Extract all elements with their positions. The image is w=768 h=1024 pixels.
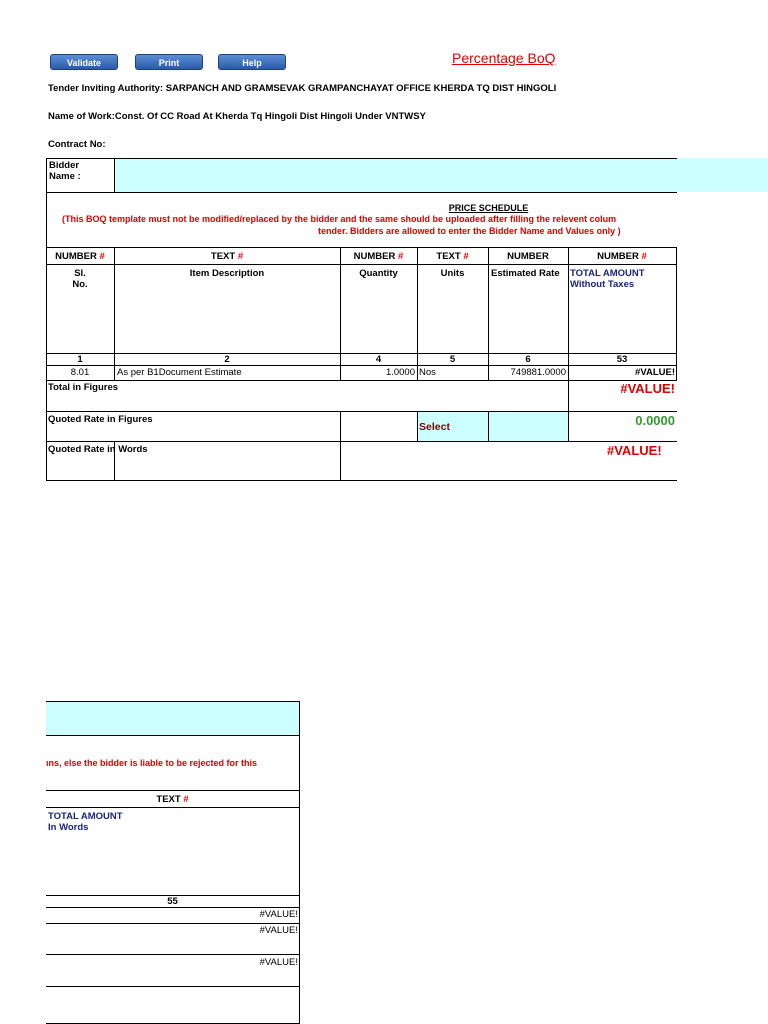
table-row-sl: 8.01 (70, 367, 90, 378)
col-number: 53 (616, 354, 628, 365)
grid-line (46, 365, 677, 366)
grid-line (46, 158, 47, 481)
grid-line (46, 923, 299, 924)
grid-line (46, 954, 299, 955)
col-number: 2 (224, 354, 230, 365)
col-header-sl: No. (72, 279, 88, 290)
table-row-rate: 749881.0000 (510, 367, 566, 378)
col-number: 4 (375, 354, 382, 365)
table-row-units: Nos (419, 367, 436, 378)
table-row-item: As per B1Document Estimate (117, 367, 242, 378)
col-header-words: In Words (48, 822, 89, 833)
grid-line (46, 907, 299, 908)
grid-line (46, 790, 299, 791)
quoted-rate-words-value: #VALUE! (607, 443, 662, 458)
grid-line (417, 411, 418, 442)
type-header: NUMBER # (353, 251, 404, 262)
col-header-units: Units (440, 268, 465, 279)
type-header: TEXT # (210, 251, 244, 262)
table-row-words: #VALUE! (259, 909, 298, 920)
type-header: NUMBER # (597, 251, 647, 262)
col-header-words: TOTAL AMOUNT (48, 811, 123, 822)
grid-line (46, 441, 677, 442)
quoted-rate-figures-label: Quoted Rate in Figures (48, 414, 153, 425)
type-header: NUMBER (507, 251, 549, 262)
col-number: 6 (525, 354, 531, 365)
total-in-figures-label: Total in Figures (48, 382, 119, 393)
col-number: 5 (449, 354, 456, 365)
select-dropdown[interactable]: Select (419, 421, 450, 433)
name-of-work: Name of Work:Const. Of CC Road At Kherda Tq Hingoli Dist Hingoli Under VNTWSY (48, 111, 426, 122)
quoted-rate-figures-value: 0.0000 (635, 413, 675, 428)
notice-text-continued: ıns, else the bidder is liable to be rejected for this (46, 758, 258, 768)
validate-button[interactable]: Validate (50, 54, 118, 70)
grid-line (46, 986, 299, 987)
grid-line (488, 411, 489, 442)
bidder-name-input[interactable] (115, 158, 768, 192)
bidder-name-input-continued[interactable] (46, 701, 299, 735)
col-header-rate: Estimated Rate (491, 268, 560, 279)
notice-text: (This BOQ template must not be modified/replaced by the bidder and the same should be uploaded after filling the relevent colum (62, 214, 617, 224)
bidder-label: Name : (49, 171, 81, 182)
col-header-sl: Sl. (74, 268, 86, 279)
contract-no: Contract No: (48, 139, 106, 150)
page-title: Percentage BoQ (452, 50, 556, 66)
help-button[interactable]: Help (218, 54, 286, 70)
type-header: TEXT # (156, 794, 189, 805)
type-header: NUMBER # (55, 251, 105, 262)
grid-line (46, 735, 299, 736)
table-row-total: #VALUE! (635, 367, 675, 378)
grid-line (46, 247, 677, 248)
grid-line (340, 411, 341, 481)
grid-line (46, 807, 299, 808)
quoted-rate-words-label: Quoted Rate in Words (48, 444, 148, 455)
print-button[interactable]: Print (135, 54, 203, 70)
col-header-item: Item Description (189, 268, 265, 279)
bidder-label: Bidder (49, 160, 80, 171)
grid-line (114, 158, 115, 193)
col-number: 1 (77, 354, 83, 365)
total-in-figures-value: #VALUE! (620, 381, 675, 396)
table-row-qty: 1.0000 (385, 367, 415, 378)
col-header-qty: Quantity (359, 268, 398, 279)
total-in-words-value: #VALUE! (259, 925, 298, 936)
grid-line (299, 701, 300, 1024)
grid-line (46, 411, 677, 412)
grid-line (46, 192, 677, 193)
grid-line (46, 480, 677, 481)
grid-line (676, 247, 677, 381)
quoted-rate-words-continued: #VALUE! (259, 957, 298, 968)
tender-authority: Tender Inviting Authority: SARPANCH AND GRAMSEVAK GRAMPANCHAYAT OFFICE KHERDA TQ DIST HINGOLI (48, 83, 557, 94)
grid-line (46, 264, 677, 265)
type-header: TEXT # (436, 251, 469, 262)
col-header-total: Without Taxes (570, 279, 635, 290)
col-header-total: TOTAL AMOUNT (570, 268, 645, 279)
grid-line (46, 158, 677, 159)
grid-line (46, 701, 299, 702)
price-schedule-heading: PRICE SCHEDULE (448, 203, 529, 213)
col-number: 55 (167, 896, 178, 907)
notice-text: tender. Bidders are allowed to enter the Bidder Name and Values only ) (318, 226, 621, 236)
